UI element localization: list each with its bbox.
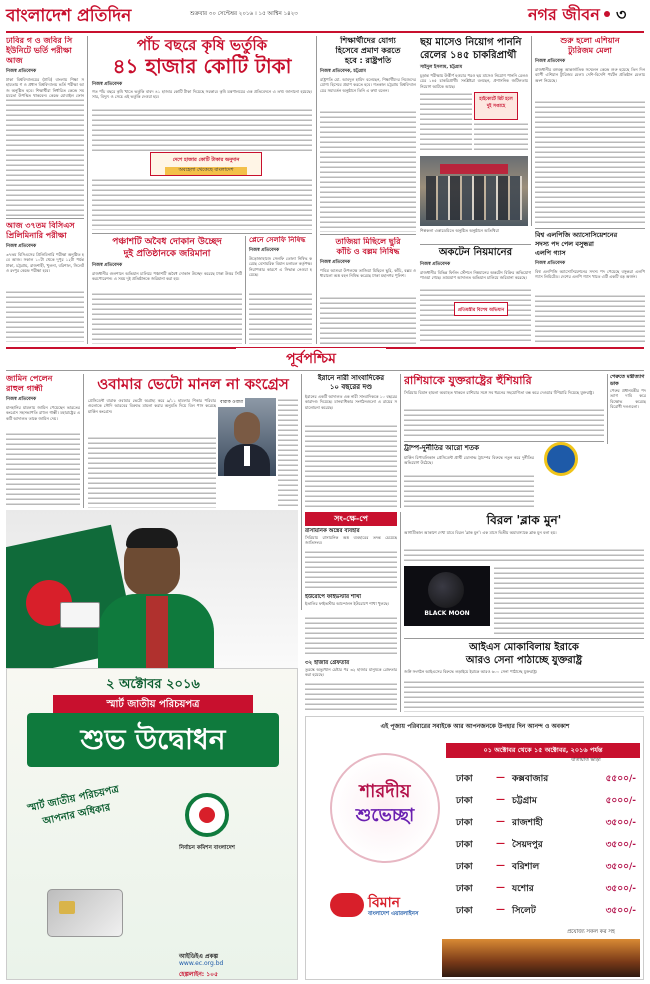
byline: নিজস্ব প্রতিবেদক [535,261,566,266]
fare-amount: ৩৫০০/- [605,861,636,872]
ad-subtitle: স্মার্ট জাতীয় পরিচয়পত্র [53,695,253,716]
body: রাজধানীর বিভিন্ন ফিলিং স্টেশনে নিম্নমানের অকটেন বিক্রির অভিযোগ পাওয়া গেছে। ভ্রাম্যমাণ আদালত অভিযান চালিয়ে জরিমানা করেছে। [420,270,531,281]
biman-brand-sub: বাংলাদেশ এয়ারলাইনস [368,911,419,917]
ad-hotline: হেল্পলাইন: ১০৫ [179,971,218,978]
article-peru [610,374,646,444]
masthead [0,0,650,32]
headline-line2: দুই প্রতিষ্ঠানকে জরিমানা [123,249,211,259]
fare-to: রাজশাহী [512,817,543,828]
fare-row [456,899,636,921]
headline: আজ ৩৭তম বিসিএস প্রিলিমিনারি পরীক্ষা [6,221,75,240]
ad-org: নির্বাচন কমিশন বাংলাদেশ [179,845,235,851]
fare-amount: ৩৫০০/- [605,905,636,916]
black-moon-image [404,566,490,626]
arrow-icon: — [496,839,505,849]
byline: নিজস্ব প্রতিবেদক [92,263,123,268]
ad-slogan: স্মার্ট জাতীয় পরিচয়পত্র আপনার অধিকার [26,784,120,828]
fare-from: ঢাকা [456,905,473,916]
quote-line1: দেশে হাজার কোটি টাকার অনুদান [172,157,240,163]
headline-2: ট্যুরিজম মেলা [568,46,612,55]
body: তুরস্কে অভ্যুত্থান চেষ্টার পর ৩২ হাজার মানুষকে গ্রেফতার করা হয়েছে। [305,667,397,678]
headline-1: আইএস মোকাবিলায় ইরাকে [469,642,579,653]
arrow-icon: — [496,905,505,915]
chip-contact-icon [59,901,75,914]
byline: নিজস্ব প্রতিবেদক [535,59,566,64]
fare-column-label: যাতায়াত ভাড়া [571,757,601,763]
ad-title: শুভ উদ্বোধন [27,713,279,767]
section-divider-label: পূর্বপশ্চিম [236,348,386,370]
body: পবিত্র আশুরা উপলক্ষে তাজিয়া মিছিলে ছুরি, কাঁচি, বল্লম ও ধারালো অস্ত্র বহন নিষিদ্ধ করেছে ঢাকা মহানগর পুলিশ। [320,268,416,279]
headline: পেরুতে মন্ত্রীত্যাগ ডাক [610,374,645,387]
byline: নিজস্ব প্রতিবেদক [420,262,451,267]
headline-line2: ৪১ হাজার কোটি টাকা [112,54,292,78]
fare-to: চট্টগ্রাম [512,795,537,806]
section-dot [604,11,610,17]
body: প্রেসিডেন্ট বারাক ওবামার ভেটো অগ্রাহ্য করে ৯/১১ হামলার শিকার পরিবারগুলোকে সৌদি আরবের বিরুদ্ধে মামলা করার অনুমতি দিয়ে বিল পাস করেছে মার্কিন কংগ্রেস। [88,398,216,414]
body: সিরিয়ায় রাসায়নিক অস্ত্র ব্যবহারের তদন্ত চেয়েছে জাতিসংঘ। [305,535,397,546]
inset-text: প্রতিমন্ত্রীর বিশেষ অভিযান [457,308,505,313]
fare-amount: ৩৫০০/- [605,817,636,828]
body: ঢাকা বিশ্ববিদ্যালয়ের (ঢাবি) বাংলায় শিক্ষা সহায়তায় গ ও প্রধান বিশ্ববিদ্যালয় ভর্তি পরীক্ষা আজ অনুষ্ঠিত হবে। শিক্ষার্থীরা নির্ধারিত কেন্দ্রে সময়মতো উপস্থিত থাকবেন। কেন্দ্রে মোবাইল ফোন [6,77,84,99]
pull-quote [150,152,262,176]
biman-logo-icon [330,893,364,917]
inset-caption: হাইকোর্টে রিট হলে দুই সপ্তাহে [479,97,513,109]
arrow-icon: — [496,883,505,893]
body: জঙ্গি সংগঠন আইএসের বিরুদ্ধে লড়াইয়ে ইরাকে আরও ৬০০ সেনা পাঠাচ্ছে যুক্তরাষ্ট্র। [404,669,538,674]
biman-ad [305,716,644,980]
fare-amount: ৫৫০০/- [605,773,636,784]
headline-1: বিশ্ব এলপিজি অ্যাসোসিয়েশনের [535,231,618,239]
issue-date: শুক্রবার ৩০ সেপ্টেম্বর ২০১৬ । ১৫ আশ্বিন ১৪২৩ [190,11,298,17]
headline-line1: পঞ্চাশটি অবৈধ দোকান উচ্ছেদ [112,237,222,247]
fare-row [456,811,636,833]
ad-title-line1: শারদীয় [359,781,411,802]
body: ইরানের একটি আদালত এক নারী সাংবাদিককে ১০ বছরের কারাদণ্ড দিয়েছে। মানবাধিকার সংগঠনগুলো এ রায়ের সমালোচনা করেছে। [305,394,397,410]
cricketer-photo [6,510,298,668]
fare-row [456,855,636,877]
ad-date: ২ অক্টোবর ২০১৬ [106,677,200,692]
byline: নিজস্ব প্রতিবেদক [92,82,123,87]
octane-inset [454,302,508,316]
smart-card-ad [6,668,298,980]
body: চূড়ান্ত পরীক্ষায় উত্তীর্ণ হওয়ার পরও ছয় মাসেও নিয়োগ পাননি রেলওয়ের ১৪৫ চাকরিপ্রার্থী। সংশ্লিষ্টরা বলছেন, প্রশাসনিক জটিলতায় নিয়োগ আটকে আছে। [420,73,528,89]
headline-1: তাজিয়া মিছিলে ছুরি [335,237,401,246]
headline: ইউরোপে ফাইভস্টার শাখা [305,594,361,600]
body: সিরিয়ায় বিমান হামলা অব্যাহত থাকলে রাশিয়ার সঙ্গে সব ধরনের সহযোগিতা বন্ধ করে দেওয়ার হুঁশিয়ারি দিয়েছে যুক্তরাষ্ট্র। [404,390,594,395]
headline-2: রাহুল গান্ধী [6,384,43,393]
headline-2: আরও সেনা পাঠাচ্ছে যুক্তরাষ্ট্র [465,655,583,666]
body: মানহানির মামলায় জামিন পেয়েছেন ভারতের কংগ্রেস সহসভাপতি রাহুল গান্ধী। মহারাষ্ট্রের একটি আদালত তাকে জামিন দেয়। [6,405,80,421]
headline: ট্রাম্প-দুর্নীতির আরো শতক [404,444,480,452]
headline-2: ১০ বছরের দণ্ড [329,383,373,391]
body: ইতালির ফাইভস্টার আন্দোলন ইউরোপে শাখা খুলছে। [305,601,389,606]
byline: সাইদুল ইসলাম, চট্টগ্রাম [420,65,463,70]
fare-amount: ৩৫০০/- [605,839,636,850]
fare-row [456,833,636,855]
fare-note: প্রযোজ্য সকল কর সহ [567,929,615,935]
headline-1: ইরানে নারী সাংবাদিকের [317,374,385,382]
fare-row [456,789,636,811]
byline: নিজস্ব প্রতিবেদক [249,248,280,253]
arrow-icon: — [496,773,505,783]
headline-line1: পাঁচ বছরে কৃষি ভর্তুকি [136,36,268,54]
fare-from: ঢাকা [456,795,473,806]
body: ৩৭তম বিসিএসের প্রিলিমিনারি পরীক্ষা অনুষ্ঠিত হবে আজ। সকাল ১০টা থেকে দুপুর ১২টা পর্যন্ত ঢাকা, চট্টগ্রাম, রাজশাহী, খুলনা, বরিশাল, সিলেট ও রংপুর কেন্দ্রে পরীক্ষা হবে। [6,252,84,274]
ad-dates: ০১ অক্টোবর থেকে ১৫ অক্টোবর, ২০১৬ পর্যন্ত [446,743,640,758]
byline: নিজস্ব প্রতিবেদক [6,69,37,74]
headline-1: শুরু হলো এশিয়ান [560,36,620,45]
fare-from: ঢাকা [456,773,473,784]
biman-brand: বিমান [368,895,400,911]
rail-photo-inset [474,92,518,120]
headline: রাশিয়াকে যুক্তরাষ্ট্রের হুঁশিয়ারি [404,374,532,387]
body: পেরুর প্রধানমন্ত্রীর পদত্যাগ দাবি করে বিক্ষোভ করেছে বিরোধী দলগুলো। [610,388,646,410]
fare-from: ঢাকা [456,817,473,828]
fare-to: যশোর [512,883,534,894]
snippets-banner: সং-ক্ষে-পে [305,512,397,526]
headline-2: সদস্য পদ পেল বসুন্ধরা [535,240,594,248]
photo-label: বারাক ওবামা [220,400,244,405]
fare-amount: ৩৫০০/- [605,883,636,894]
headline-3: হবে : রাষ্ট্রপতি [344,56,392,65]
institute-logo [544,442,578,476]
photo-caption: শিল্পকলা একাডেমিতে অনুষ্ঠিত অনুষ্ঠানে অতিথিরা [420,228,499,233]
fare-amount: ৫০০০/- [605,795,636,806]
ad-intro: এই পূজায় পরিবারের সবাইকে আর আপনজনকে উপহার দিন আনন্দ ও অবকাশ [380,723,570,730]
headline: প্লেনে সেলফি নিষিদ্ধ [249,236,306,244]
headline: ওবামার ভেটো মানল না কংগ্রেস [97,375,289,393]
body: রাজধানীর গুলশানে অভিযান চালিয়ে পঞ্চাশটি অবৈধ দোকান উচ্ছেদ করেছে ঢাকা উত্তর সিটি করপোরেশন। এ সময় দুই প্রতিষ্ঠানকে জরিমানা করা হয়। [92,271,242,282]
crowd-photo [442,939,640,977]
moon-icon [428,572,464,608]
byline: নিজস্ব প্রতিবেদক [6,244,37,249]
ad-url[interactable]: www.ec.org.bd [179,960,224,967]
arrow-icon: — [496,817,505,827]
body: রাজধানীর বঙ্গবন্ধু আন্তর্জাতিক সম্মেলন কেন্দ্রে শুরু হয়েছে তিন দিনব্যাপী এশিয়ান ট্যুরিজম মেলা। দেশি-বিদেশি পর্যটন প্রতিষ্ঠান মেলায় অংশ নিয়েছে। [535,67,645,83]
fare-from: ঢাকা [456,839,473,850]
fare-row [456,767,636,789]
byline: নিজস্ব প্রতিবেদক [6,397,37,402]
section-title: নগর জীবন [528,5,600,24]
headline-2: কাঁচি ও বল্লম নিষিদ্ধ [336,247,400,256]
arrow-icon: — [496,861,505,871]
byline: নিজস্ব প্রতিবেদক, চট্টগ্রাম [320,69,366,74]
fare-to: বরিশাল [512,861,540,872]
fare-from: ঢাকা [456,883,473,894]
body: মার্কিন রিপাবলিকান প্রেসিডেন্ট প্রার্থী ডোনাল্ড ট্রাম্পের বিরুদ্ধে নতুন করে দুর্নীতির অভিযোগ উঠেছে। [404,455,534,466]
ad-title-line2: শুভেচ্ছা [355,805,415,826]
quote-line2: অবহেলা থেকেছে বাংলাদেশ [165,167,247,175]
fare-to: সৈয়দপুর [512,839,543,850]
body: বিশ্ব এলপিজি অ্যাসোসিয়েশনের সদস্য পদ পেয়েছে বসুন্ধরা এলপি গ্যাস লিমিটেড। দেশের এলপি গ্যাস খাতে এটি একটি বড় অর্জন। [535,269,645,280]
headline: ৩২ হাজার গ্রেফতার [305,660,350,666]
fare-from: ঢাকা [456,861,473,872]
headline-line1: ছয় মাসেও নিয়োগ পাননি [420,37,522,48]
id-card-icon [60,602,100,628]
byline: নিজস্ব প্রতিবেদক [320,260,351,265]
ec-emblem-core [199,807,215,823]
ad-project: আইডিইএ প্রকল্প [179,953,218,960]
obama-photo [218,398,276,476]
event-photo [420,156,528,226]
fare-to: সিলেট [512,905,536,916]
arrow-icon: — [496,795,505,805]
headline: অকটেন নিয়মানের [438,247,513,258]
fare-table [456,767,636,921]
headline: ঢাবির গ ও জবির সি ইউনিটে ভর্তি পরীক্ষা আজ [6,36,73,65]
body: উড়োজাহাজে সেলফি তোলা নিষিদ্ধ করেছে বেসামরিক বিমান চলাচল কর্তৃপক্ষ। নিরাপত্তার কারণে এ সিদ্ধান্ত নেওয়া হয়েছে। [249,256,312,278]
headline-1: শিক্ষার্থীদের যোগ্য [340,36,396,45]
headline-1: জামিন পেলেন [6,374,53,383]
page-number: ৩ [616,5,627,24]
image-label: BLACK MOON [424,610,470,617]
body: রাষ্ট্রপতি মো. আবদুল হামিদ বলেছেন, শিক্ষার্থীদের নিজেদের যোগ্য হিসেবে প্রমাণ করতে হবে। গতকাল চট্টগ্রাম বিশ্ববিদ্যালয়ের সমাবর্তন অনুষ্ঠানে তিনি এ কথা বলেন। [320,77,416,93]
fare-row [456,877,636,899]
body: গত পাঁচ বছরে কৃষি খাতে ভর্তুকি বাবদ ৪১ হাজার কোটি টাকা দিয়েছে সরকার। কৃষি মন্ত্রণালয়ের এক প্রতিবেদনে এ তথ্য জানানো হয়েছে। সার, বিদ্যুৎ ও সেচে এই ভর্তুকি দেওয়া হয়। [92,89,312,100]
headline: রাসায়নিক অস্ত্রের ব্যবহার [305,528,360,534]
fare-to: কক্সবাজার [512,773,549,784]
newspaper-logo: বাংলাদেশ প্রতিদিন [6,6,132,26]
headline: বিরল 'ব্লাক মুন' [486,513,562,527]
headline-2: হিসেবে প্রমাণ করতে [335,46,401,55]
headline-3: এলপি গ্যাস [535,249,566,257]
headline-line2: রেলের ১৪৫ চাকরিপ্রার্থী [420,50,517,61]
body: আগামীকাল আকাশে দেখা যাবে বিরল 'ব্লাক মুন'। এক মাসে দ্বিতীয় অমাবস্যাকে ব্লাক মুন বলা হয়। [404,530,557,535]
